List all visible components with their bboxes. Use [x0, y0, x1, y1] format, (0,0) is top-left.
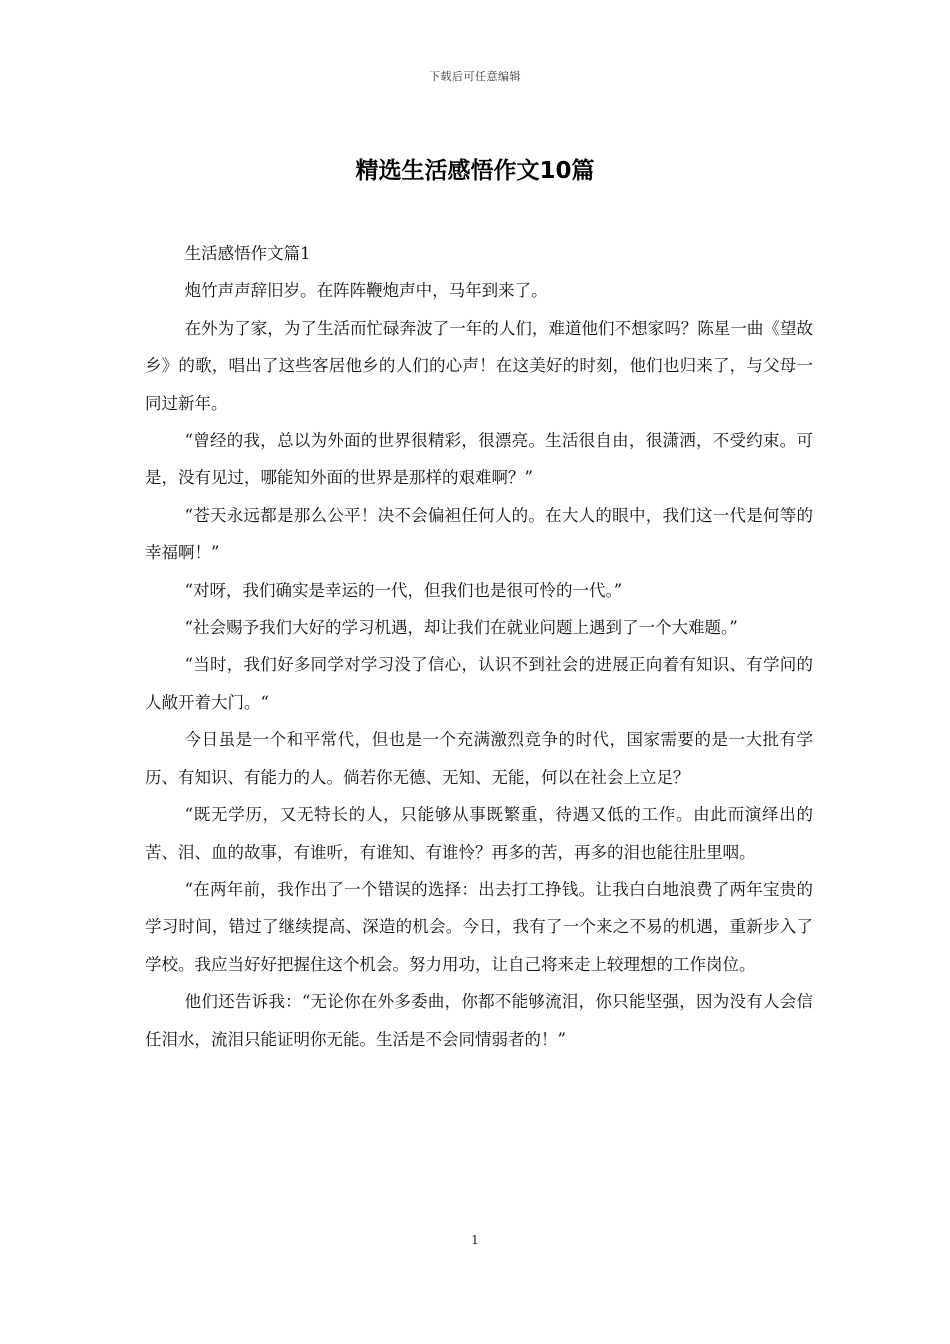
section-heading: 生活感悟作文篇1 [184, 244, 311, 263]
document-body [145, 235, 813, 1058]
page-header: 下载后可任意编辑 [429, 70, 521, 83]
body-paragraph: 他们还告诉我：“无论你在外多委曲，你都不能够流泪，你只能坚强，因为没有人会信任泪水，流泪只能证明你无能。生活是不会同情弱者的！” [145, 992, 813, 1049]
body-paragraph: 在外为了家，为了生活而忙碌奔波了一年的人们，难道他们不想家吗？陈星一曲《望故乡》的歌，唱出了这些客居他乡的人们的心声！在这美好的时刻，他们也归来了，与父母一同过新年。 [145, 318, 813, 413]
body-paragraph: “既无学历，又无特长的人，只能够从事既繁重，待遇又低的工作。由此而演绎出的苦、泪、血的故事，有谁听，有谁知、有谁怜？再多的苦，再多的泪也能往肚里咽。 [145, 805, 813, 862]
body-paragraph: “当时，我们好多同学对学习没了信心，认识不到社会的进展正向着有知识、有学问的人敞开着大门。“ [145, 655, 813, 712]
body-paragraph: 炮竹声声辞旧岁。在阵阵鞭炮声中，马年到来了。 [184, 281, 548, 301]
body-paragraph: “在两年前，我作出了一个错误的选择：出去打工挣钱。让我白白地浪费了两年宝贵的学习时间，错过了继续提高、深造的机会。今日，我有了一个来之不易的机遇，重新步入了学校。我应当好好把握住这个机会。努力用功，让自己将来走上较理想的工作岗位。 [145, 879, 813, 974]
body-paragraph: 今日虽是一个和平常代，但也是一个充满激烈竞争的时代，国家需要的是一大批有学历、有知识、有能力的人。倘若你无德、无知、无能，何以在社会上立足？ [145, 730, 813, 787]
body-paragraph: “社会赐予我们大好的学习机遇，却让我们在就业问题上遇到了一个大难题。” [184, 618, 738, 638]
body-paragraph: “苍天永远都是那么公平！决不会偏袒任何人的。在大人的眼中，我们这一代是何等的幸福啊！” [145, 505, 813, 563]
page-number: 1 [471, 1233, 479, 1247]
document-title: 精选生活感悟作文10篇 [355, 158, 595, 184]
body-paragraph: “曾经的我，总以为外面的世界很精彩，很漂亮。生活很自由，很潇洒，不受约束。可是，没有见过，哪能知外面的世界是那样的艰难啊？” [145, 431, 813, 488]
body-paragraph: “对呀，我们确实是幸运的一代，但我们也是很可怜的一代。” [184, 580, 623, 600]
